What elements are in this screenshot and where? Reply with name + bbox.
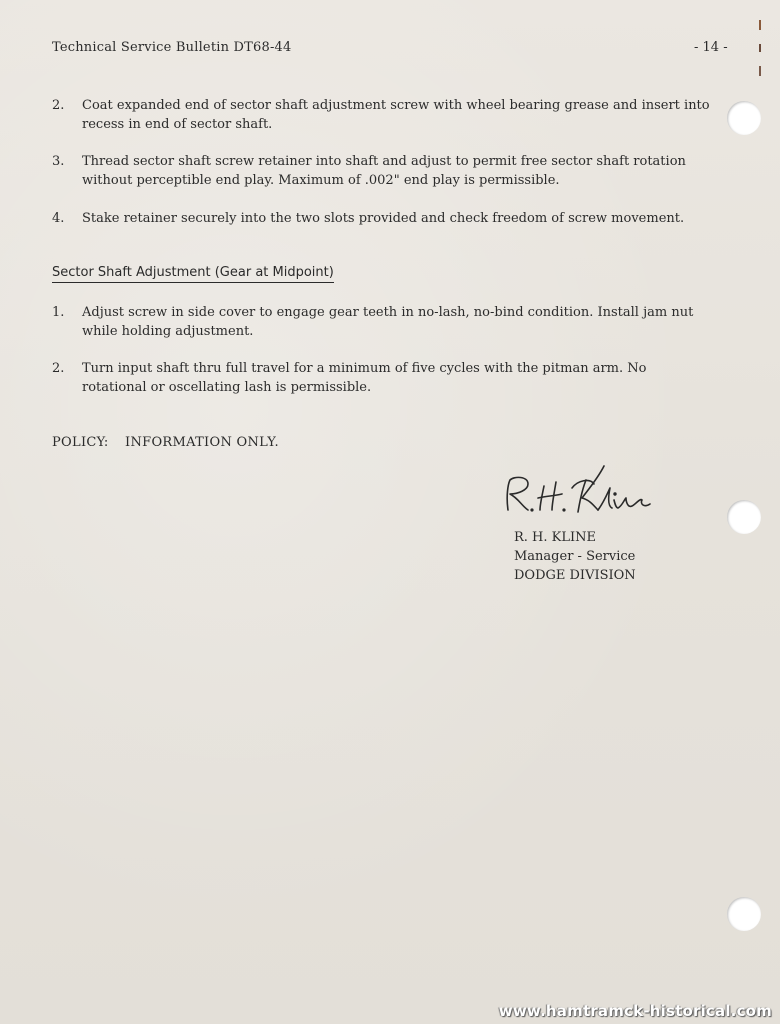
signature-block	[514, 528, 636, 585]
policy-label: POLICY:	[52, 435, 109, 450]
list-item-text: Turn input shaft thru full travel for a minimum of five cycles with the pitman arm. No rotational or oscellating lash is permissible.	[82, 361, 647, 395]
list-item-number: 4.	[52, 211, 65, 226]
list-item	[52, 209, 712, 228]
list-item-text: Thread sector shaft screw retainer into shaft and adjust to permit free sector shaft rotation without perceptible end play. Maximum of .002" end play is permissible.	[82, 154, 686, 188]
list-item	[52, 359, 712, 397]
signatory-title: Manager - Service	[514, 549, 636, 564]
list-item-text: Coat expanded end of sector shaft adjustment screw with wheel bearing grease and insert into recess in end of sector shaft.	[82, 98, 710, 132]
list-item	[52, 303, 712, 341]
section-heading: Sector Shaft Adjustment (Gear at Midpoint)	[52, 265, 334, 283]
list-item-number: 1.	[52, 305, 65, 320]
policy-line	[52, 435, 279, 450]
signatory-name: R. H. KLINE	[514, 530, 596, 545]
list-item-text: Adjust screw in side cover to engage gear teeth in no-lash, no-bind condition. Install jam nut while holding adjustment.	[82, 305, 694, 339]
website-watermark: www.hamtramck-historical.com	[498, 1002, 772, 1020]
edge-tear-mark	[758, 20, 762, 76]
punch-hole	[727, 500, 761, 534]
list-item-text: Stake retainer securely into the two slots provided and check freedom of screw movement.	[82, 211, 685, 226]
handwritten-signature	[494, 458, 664, 522]
page-number: - 14 -	[694, 40, 728, 55]
list-item-number: 2.	[52, 98, 65, 113]
punch-hole	[727, 897, 761, 931]
bulletin-title: Technical Service Bulletin DT68-44	[52, 40, 292, 55]
list-item-number: 2.	[52, 361, 65, 376]
list-item-number: 3.	[52, 154, 65, 169]
punch-hole	[727, 101, 761, 135]
list-item	[52, 96, 712, 134]
policy-value: INFORMATION ONLY.	[125, 435, 279, 450]
signatory-division: DODGE DIVISION	[514, 568, 636, 583]
list-item	[52, 152, 712, 190]
